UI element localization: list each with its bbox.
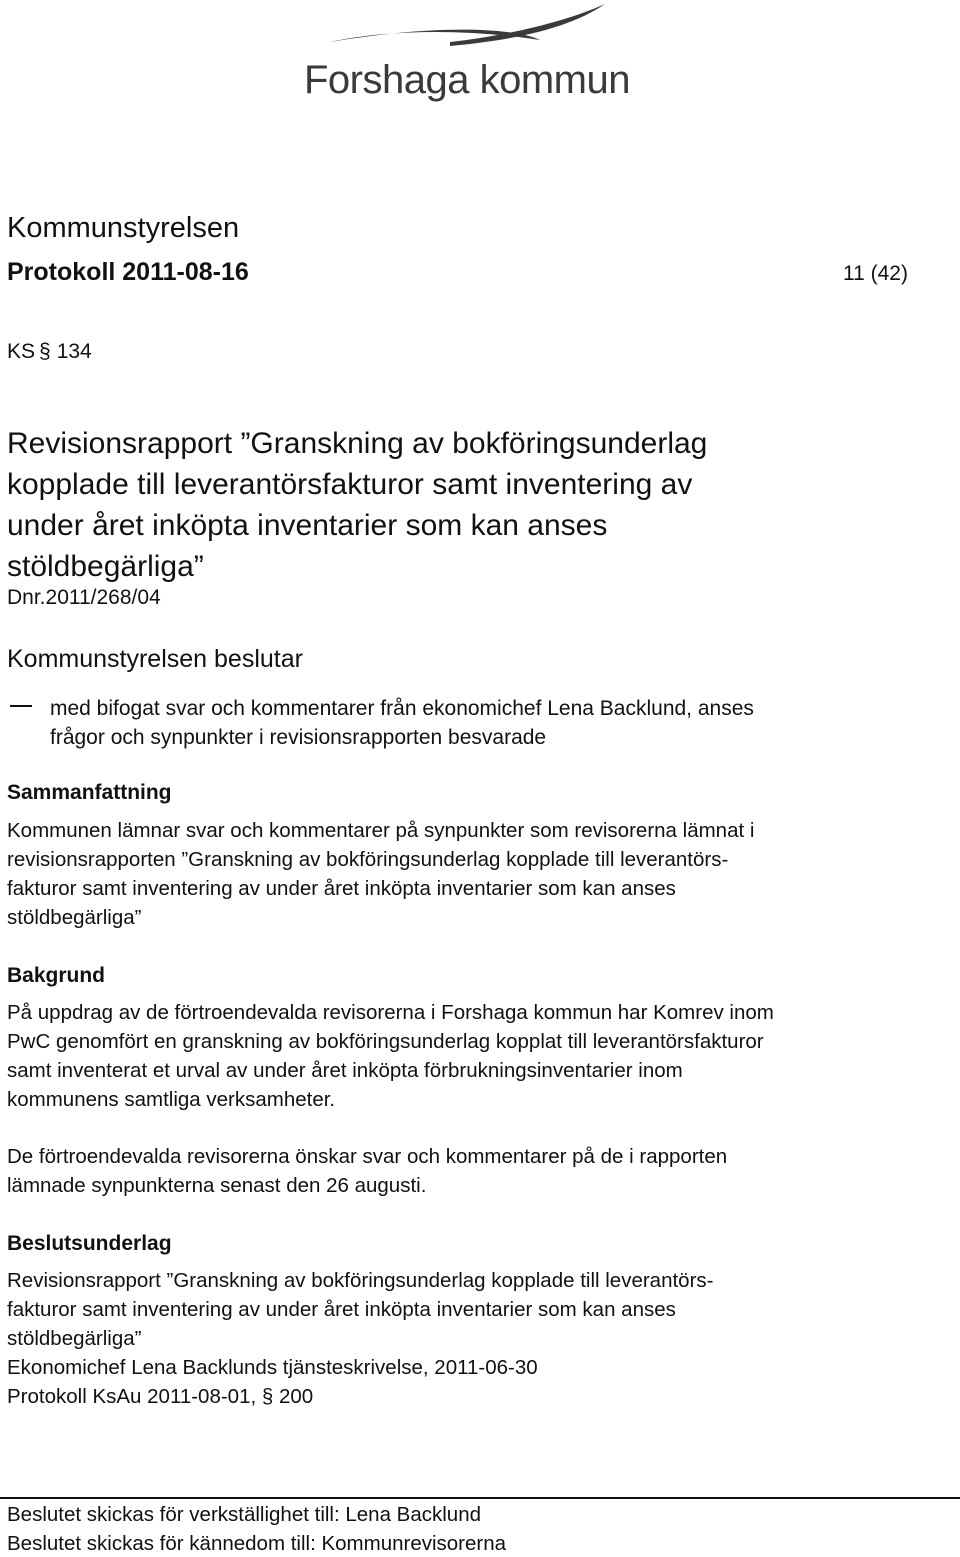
background-paragraph-1 — [7, 998, 774, 1114]
ks-reference — [7, 340, 92, 364]
background-line: PwC genomfört en granskning av bokföringsunderlag kopplat till leverantörsfakturor — [7, 1030, 764, 1053]
page-number: 11 (42) — [843, 262, 908, 285]
section-sign-icon: § — [261, 1385, 274, 1408]
logo-swoosh-icon — [300, 0, 630, 60]
decision-bullet — [50, 694, 754, 752]
decision-heading: Kommunstyrelsen beslutar — [7, 645, 303, 673]
basis-list — [7, 1266, 713, 1411]
diary-number: Dnr.2011/268/04 — [7, 586, 161, 609]
background-heading: Bakgrund — [7, 964, 106, 987]
background-line: De förtroendevalda revisorerna önskar svar och kommentarer på de i rapporten — [7, 1145, 728, 1168]
background-line: lämnade synpunkterna senast den 26 augusti. — [7, 1174, 427, 1197]
footer-information: Beslutet skickas för kännedom till: Kommunrevisorerna — [7, 1532, 507, 1555]
background-line: samt inventerat et urval av under året inköpta förbrukningsinventarier inom — [7, 1059, 683, 1082]
basis-line: Ekonomichef Lena Backlunds tjänsteskrivelse, 2011-06-30 — [7, 1356, 538, 1379]
matter-heading-line: stöldbegärliga” — [7, 550, 204, 583]
summary-heading: Sammanfattning — [7, 781, 172, 804]
summary-line: fakturor samt inventering av under året inköpta inventarier som kan anses — [7, 877, 676, 900]
section-sign-icon: § — [39, 340, 51, 363]
background-paragraph-2 — [7, 1142, 727, 1200]
background-line: kommunens samtliga verksamheter. — [7, 1088, 336, 1111]
logo-text: Forshaga kommun — [304, 58, 630, 102]
forshaga-logo — [300, 0, 630, 115]
basis-heading: Beslutsunderlag — [7, 1232, 172, 1255]
basis-line: Revisionsrapport ”Granskning av bokföringsunderlag kopplade till leverantörs- — [7, 1269, 714, 1292]
footer-divider — [0, 1497, 960, 1499]
basis-line-protocol — [7, 1382, 713, 1411]
protocol-date: Protokoll 2011-08-16 — [7, 258, 249, 286]
basis-line: stöldbegärliga” — [7, 1327, 142, 1350]
matter-heading-line: under året inköpta inventarier som kan anses — [7, 509, 608, 542]
background-line: På uppdrag av de förtroendevalda revisorerna i Forshaga kommun har Komrev inom — [7, 1001, 774, 1024]
dash-bullet-icon — [10, 705, 32, 707]
decision-line: med bifogat svar och kommentarer från ekonomichef Lena Backlund, anses — [50, 697, 754, 720]
decision-line: frågor och synpunkter i revisionsrapporten besvarade — [50, 726, 547, 749]
matter-heading-line: kopplade till leverantörsfakturor samt inventering av — [7, 468, 693, 501]
basis-protocol-prefix: Protokoll KsAu 2011-08-01, — [7, 1385, 257, 1408]
summary-line: revisionsrapporten ”Granskning av bokföringsunderlag kopplade till leverantörs- — [7, 848, 729, 871]
summary-text — [7, 816, 754, 932]
matter-heading-line: Revisionsrapport ”Granskning av bokföringsunderlag — [7, 427, 708, 460]
summary-line: Kommunen lämnar svar och kommentarer på synpunkter som revisorerna lämnat i — [7, 819, 755, 842]
matter-heading — [7, 423, 707, 587]
footer-execution: Beslutet skickas för verkställighet till: Lena Backlund — [7, 1503, 482, 1526]
ks-number: 134 — [56, 340, 92, 363]
ks-prefix: KS — [7, 340, 36, 363]
basis-protocol-number: 200 — [279, 1385, 314, 1408]
basis-line: fakturor samt inventering av under året inköpta inventarier som kan anses — [7, 1298, 676, 1321]
summary-line: stöldbegärliga” — [7, 906, 142, 929]
body-title: Kommunstyrelsen — [7, 212, 240, 244]
